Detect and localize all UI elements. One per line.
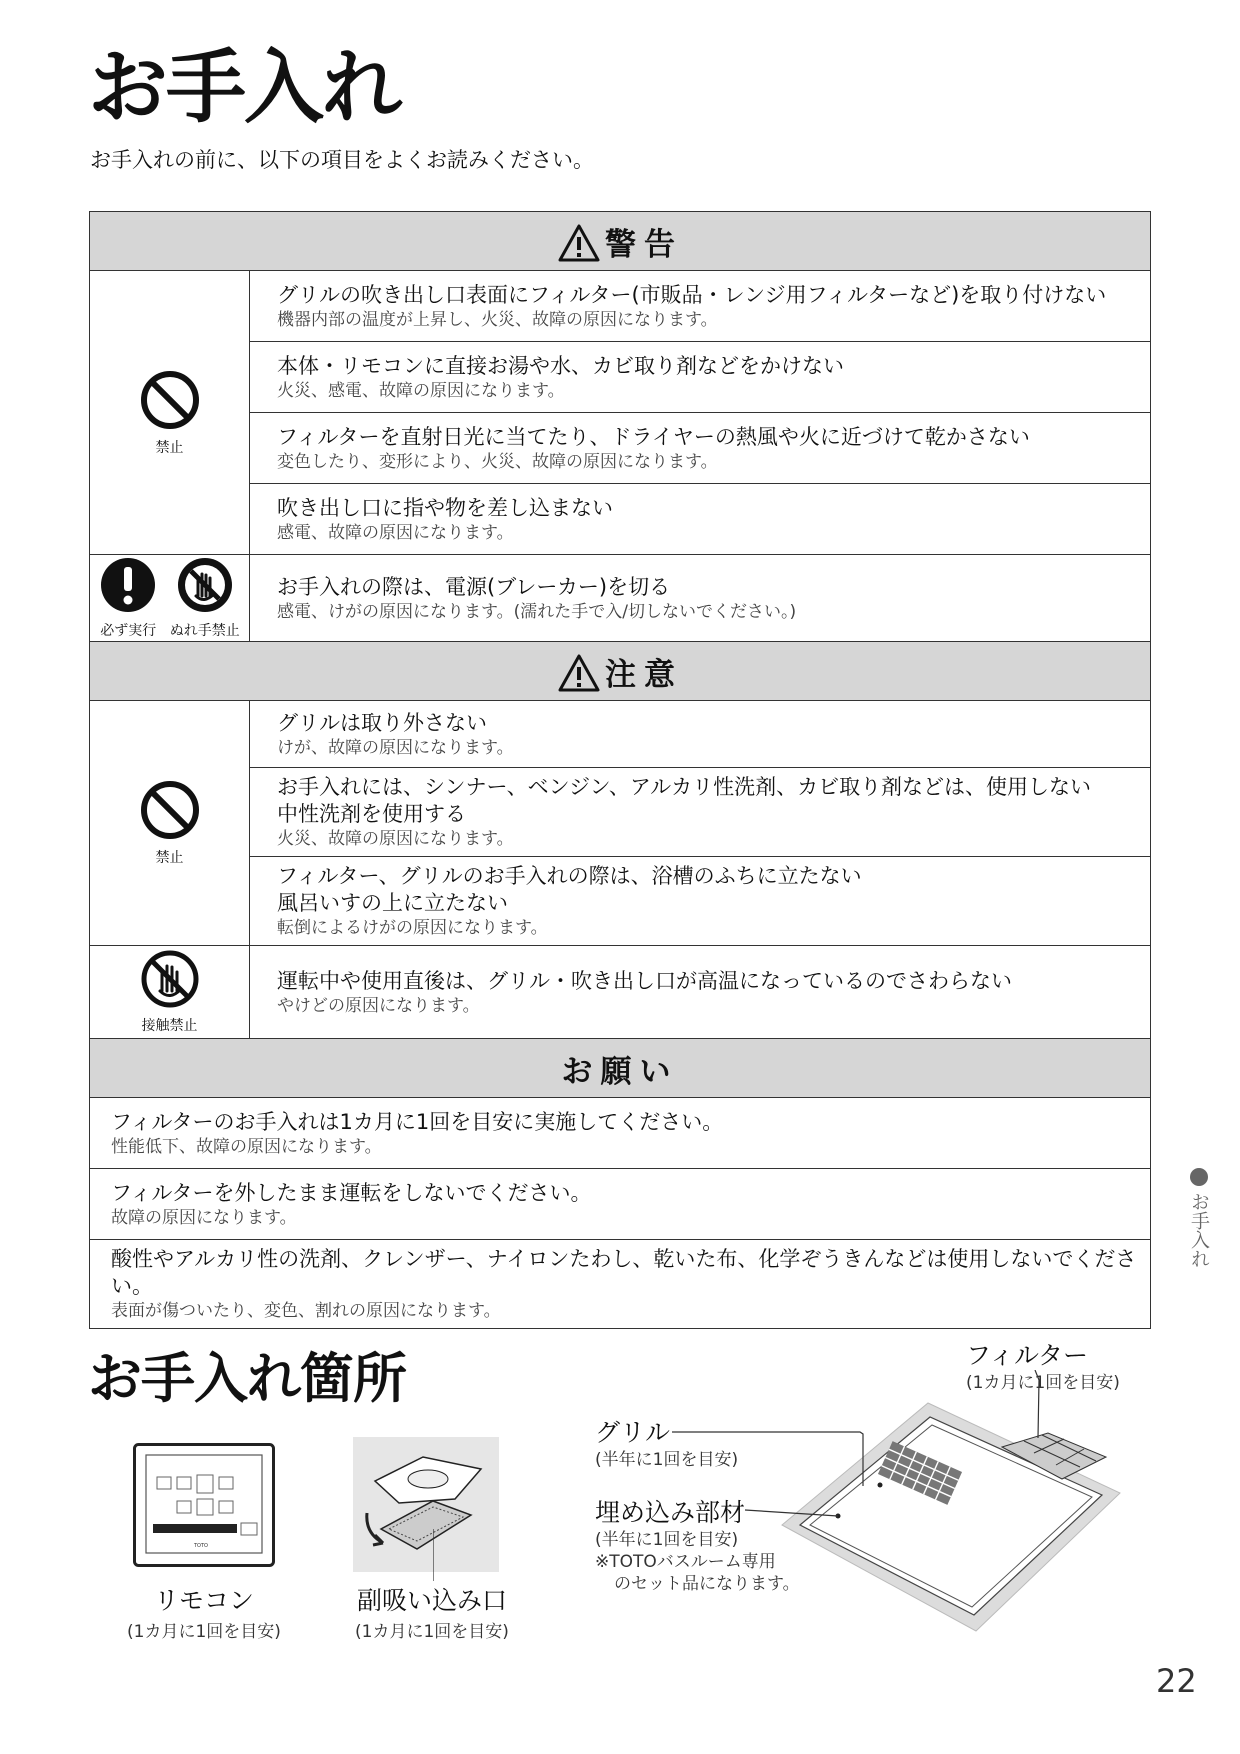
mandatory-exclamation-icon — [99, 556, 157, 614]
caution-item — [250, 768, 1151, 857]
warning-item — [250, 484, 1151, 555]
no-touch-icon-cell — [90, 946, 250, 1039]
warning-item-detail: 機器内部の温度が上昇し、火災、故障の原因になります。 — [277, 309, 718, 330]
filter-callout — [966, 1336, 1120, 1394]
hot-surface-item — [250, 946, 1151, 1039]
hot-surface-detail: やけどの原因になります。 — [277, 995, 480, 1016]
caution-item — [250, 857, 1151, 946]
sub-intake-caption — [327, 1581, 537, 1642]
request-item — [90, 1169, 1151, 1240]
grille-name: グリル — [595, 1418, 671, 1447]
sub-intake-illustration — [353, 1437, 499, 1572]
embedded-part-note-1: ※TOTOバスルーム専用 — [595, 1552, 776, 1572]
side-tab-bullet-icon — [1190, 1168, 1208, 1186]
request-item — [90, 1098, 1151, 1169]
care-locations-title: お手入れ箇所 — [88, 1347, 406, 1410]
remote-controller-illustration — [133, 1443, 275, 1567]
prohibited-label: 禁止 — [155, 439, 184, 456]
caution-triangle-icon — [557, 653, 601, 693]
page-number: 22 — [1156, 1662, 1197, 1700]
embedded-part-callout — [595, 1493, 800, 1595]
embedded-part-name: 埋め込み部材 — [595, 1498, 746, 1527]
request-item-detail: 性能低下、故障の原因になります。 — [111, 1136, 382, 1157]
caution-item-detail: 火災、故障の原因になります。 — [277, 829, 514, 849]
remote-brand: TOTO — [194, 1543, 208, 1549]
warning-item-detail: 火災、感電、故障の原因になります。 — [277, 380, 565, 401]
warning-header-text: 警告 — [605, 226, 683, 263]
caution-item-heading: お手入れには、シンナー、ベンジン、アルカリ性洗剤、カビ取り剤などは、使用しない — [277, 775, 1092, 799]
embedded-part-note-2: のセット品になります。 — [614, 1574, 800, 1594]
warning-item-heading: グリルの吹き出し口表面にフィルター(市販品・レンジ用フィルターなど)を取り付けない — [277, 282, 1107, 307]
no-wet-hands-icon — [176, 556, 234, 614]
warning-item-heading: 本体・リモコンに直接お湯や水、カビ取り剤などをかけない — [277, 353, 844, 378]
page-subtitle: お手入れの前に、以下の項目をよくお読みください。 — [90, 148, 594, 172]
safety-table — [89, 211, 1151, 1329]
power-off-item — [250, 555, 1151, 642]
caution-item-heading-2: 風呂いすの上に立たない — [277, 891, 508, 915]
page-title: お手入れ — [88, 41, 400, 134]
remote-name: リモコン — [153, 1586, 254, 1615]
warning-item-detail: 変色したり、変形により、火災、故障の原因になります。 — [277, 451, 718, 472]
sub-intake-name: 副吸い込み口 — [356, 1586, 507, 1615]
caution-item-detail: 転倒によるけがの原因になります。 — [277, 918, 548, 938]
request-item-detail: 故障の原因になります。 — [111, 1207, 297, 1228]
warning-item-detail: 感電、故障の原因になります。 — [277, 522, 514, 543]
side-tab — [1186, 1168, 1212, 1268]
filter-frequency: (1カ月に1回を目安) — [966, 1373, 1120, 1393]
caution-item-heading: グリルは取り外さない — [277, 710, 487, 735]
mandatory-label: 必ず実行 — [100, 623, 157, 639]
request-item — [90, 1240, 1151, 1329]
caution-item-detail: けが、故障の原因になります。 — [277, 737, 514, 758]
request-item-heading: 酸性やアルカリ性の洗剤、クレンザー、ナイロンたわし、乾いた布、化学ぞうきんなどは使用しないでください。 — [111, 1247, 1137, 1298]
mandatory-icons-cell — [90, 555, 250, 642]
side-tab-text: お手入れ — [1188, 1192, 1210, 1268]
caution-item-heading: フィルター、グリルのお手入れの際は、浴槽のふちに立たない — [277, 864, 862, 888]
warning-triangle-icon — [557, 223, 601, 263]
wet-hands-label: ぬれ手禁止 — [169, 623, 240, 639]
power-off-detail: 感電、けがの原因になります。(濡れた手で入/切しないでください。) — [277, 601, 797, 622]
no-touch-label: 接触禁止 — [141, 1018, 198, 1034]
prohibited-icon — [139, 369, 201, 431]
embedded-part-frequency: (半年に1回を目安) — [595, 1530, 739, 1550]
power-off-heading: お手入れの際は、電源(ブレーカー)を切る — [277, 574, 671, 599]
warning-item — [250, 342, 1151, 413]
sub-intake-frequency: (1カ月に1回を目安) — [355, 1622, 509, 1642]
prohibited-label: 禁止 — [155, 850, 184, 866]
request-header: お願い — [90, 1039, 1151, 1098]
no-touch-icon — [140, 949, 200, 1009]
warning-item — [250, 413, 1151, 484]
prohibited-icon-cell — [90, 701, 250, 946]
request-item-heading: フィルターのお手入れは1カ月に1回を目安に実施してください。 — [111, 1109, 724, 1134]
request-item-heading: フィルターを外したまま運転をしないでください。 — [111, 1180, 592, 1205]
grille-frequency: (半年に1回を目安) — [595, 1450, 739, 1470]
filter-name: フィルター — [966, 1341, 1089, 1370]
caution-header — [90, 642, 1151, 701]
warning-header — [90, 212, 1151, 271]
sub-intake-leader-line — [433, 1525, 473, 1585]
request-item-detail: 表面が傷ついたり、変色、割れの原因になります。 — [111, 1301, 501, 1321]
hot-surface-heading: 運転中や使用直後は、グリル・吹き出し口が高温になっているのでさわらない — [277, 968, 1012, 993]
caution-item-heading-2: 中性洗剤を使用する — [277, 802, 466, 826]
caution-header-text: 注意 — [605, 656, 683, 693]
warning-item-heading: 吹き出し口に指や物を差し込まない — [277, 495, 613, 520]
remote-frequency: (1カ月に1回を目安) — [127, 1622, 281, 1642]
remote-caption — [104, 1581, 304, 1642]
warning-item — [250, 271, 1151, 342]
grille-callout — [595, 1413, 738, 1471]
prohibited-icon — [139, 779, 201, 841]
prohibited-icon-cell — [90, 271, 250, 555]
warning-item-heading: フィルターを直射日光に当てたり、ドライヤーの熱風や火に近づけて乾かさない — [277, 424, 1030, 449]
caution-item — [250, 701, 1151, 768]
